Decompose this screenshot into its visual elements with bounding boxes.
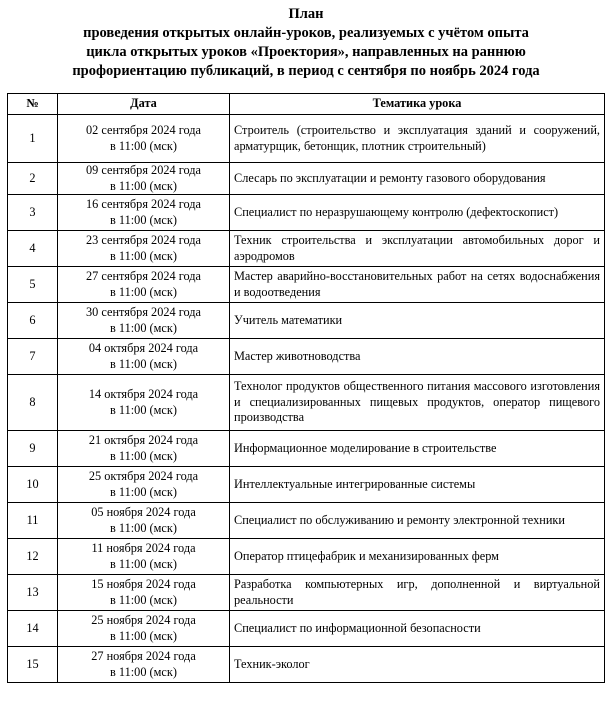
- row-number: 12: [8, 539, 58, 575]
- row-topic: Оператор птицефабрик и механизированных ферм: [230, 539, 605, 575]
- row-time: в 11:00 (мск): [110, 212, 177, 227]
- row-date: 27 ноября 2024 года: [91, 649, 196, 663]
- row-date-cell: [58, 303, 230, 339]
- header-date: Дата: [58, 94, 230, 115]
- row-date-cell: [58, 467, 230, 503]
- table-row: [8, 467, 605, 503]
- table-row: [8, 163, 605, 195]
- row-topic: Техник-эколог: [230, 647, 605, 683]
- table-row: [8, 611, 605, 647]
- row-date-cell: [58, 575, 230, 611]
- table-row: [8, 303, 605, 339]
- row-date-cell: [58, 503, 230, 539]
- row-topic: Учитель математики: [230, 303, 605, 339]
- table-row: [8, 115, 605, 163]
- row-number: 10: [8, 467, 58, 503]
- row-date: 05 ноября 2024 года: [91, 505, 196, 519]
- row-time: в 11:00 (мск): [110, 556, 177, 571]
- row-time: в 11:00 (мск): [110, 248, 177, 263]
- row-time: в 11:00 (мск): [110, 628, 177, 643]
- row-number: 2: [8, 163, 58, 195]
- header-num: №: [8, 94, 58, 115]
- table-row: [8, 195, 605, 231]
- row-date: 21 октября 2024 года: [88, 433, 199, 447]
- title-line-3: цикла открытых уроков «Проектория», направленных на раннюю: [86, 44, 526, 60]
- row-date: 15 ноября 2024 года: [91, 577, 196, 591]
- document-title: [0, 5, 612, 81]
- row-date: 16 сентября 2024 года: [86, 197, 201, 211]
- row-time: в 11:00 (мск): [110, 448, 177, 463]
- title-line-2: проведения открытых онлайн-уроков, реализуемых с учётом опыта: [83, 25, 529, 41]
- row-topic: Специалист по неразрушающему контролю (дефектоскопист): [230, 195, 605, 231]
- row-topic: Мастер аварийно-восстановительных работ на сетях водоснабжения и водоотведения: [230, 267, 605, 303]
- title-line-1: План: [288, 6, 324, 22]
- row-number: 1: [8, 115, 58, 163]
- row-topic: Разработка компьютерных игр, дополненной и виртуальной реальности: [230, 575, 605, 611]
- row-time: в 11:00 (мск): [110, 320, 177, 335]
- schedule-table: [7, 93, 605, 683]
- row-topic: Мастер животноводства: [230, 339, 605, 375]
- row-date-cell: [58, 611, 230, 647]
- row-number: 9: [8, 431, 58, 467]
- row-date-cell: [58, 267, 230, 303]
- row-time: в 11:00 (мск): [110, 592, 177, 607]
- row-number: 14: [8, 611, 58, 647]
- row-time: в 11:00 (мск): [110, 284, 177, 299]
- row-date: 25 октября 2024 года: [88, 469, 199, 483]
- table-row: [8, 539, 605, 575]
- header-topic: Тематика урока: [230, 94, 605, 115]
- row-date: 11 ноября 2024 года: [91, 541, 196, 555]
- table-row: [8, 503, 605, 539]
- table-row: [8, 231, 605, 267]
- row-topic: Строитель (строительство и эксплуатация зданий и сооружений, арматурщик, бетонщик, плотник строительный): [230, 115, 605, 163]
- row-number: 6: [8, 303, 58, 339]
- row-date-cell: [58, 115, 230, 163]
- row-date-cell: [58, 231, 230, 267]
- row-date: 02 сентября 2024 года: [86, 123, 201, 137]
- row-date-cell: [58, 195, 230, 231]
- row-date: 27 сентября 2024 года: [86, 269, 201, 283]
- row-number: 13: [8, 575, 58, 611]
- row-topic: Технолог продуктов общественного питания массового изготовления и специализированных пищевых продуктов, оператор пищевого производства: [230, 375, 605, 431]
- row-time: в 11:00 (мск): [110, 520, 177, 535]
- row-date-cell: [58, 163, 230, 195]
- row-number: 8: [8, 375, 58, 431]
- row-time: в 11:00 (мск): [110, 402, 177, 417]
- table-row: [8, 375, 605, 431]
- row-topic: Интеллектуальные интегрированные системы: [230, 467, 605, 503]
- row-time: в 11:00 (мск): [110, 178, 177, 193]
- title-line-4: профориентацию публикаций, в период с сентября по ноябрь 2024 года: [72, 63, 540, 79]
- row-date-cell: [58, 539, 230, 575]
- row-date: 14 октября 2024 года: [88, 387, 199, 401]
- row-topic: Техник строительства и эксплуатации автомобильных дорог и аэродромов: [230, 231, 605, 267]
- row-date: 23 сентября 2024 года: [86, 233, 201, 247]
- row-topic: Информационное моделирование в строительстве: [230, 431, 605, 467]
- row-number: 4: [8, 231, 58, 267]
- row-number: 3: [8, 195, 58, 231]
- table-row: [8, 339, 605, 375]
- table-row: [8, 267, 605, 303]
- row-topic: Специалист по информационной безопасности: [230, 611, 605, 647]
- row-time: в 11:00 (мск): [110, 138, 177, 153]
- row-number: 7: [8, 339, 58, 375]
- row-date: 09 сентября 2024 года: [86, 163, 201, 177]
- row-date-cell: [58, 647, 230, 683]
- row-date-cell: [58, 339, 230, 375]
- row-date-cell: [58, 431, 230, 467]
- row-number: 5: [8, 267, 58, 303]
- table-row: [8, 431, 605, 467]
- row-number: 11: [8, 503, 58, 539]
- row-time: в 11:00 (мск): [110, 356, 177, 371]
- row-time: в 11:00 (мск): [110, 484, 177, 499]
- row-date-cell: [58, 375, 230, 431]
- row-date: 30 сентября 2024 года: [86, 305, 201, 319]
- row-number: 15: [8, 647, 58, 683]
- row-time: в 11:00 (мск): [110, 664, 177, 679]
- row-date: 25 ноября 2024 года: [91, 613, 196, 627]
- table-header-row: [8, 94, 605, 115]
- table-row: [8, 647, 605, 683]
- row-topic: Слесарь по эксплуатации и ремонту газового оборудования: [230, 163, 605, 195]
- table-row: [8, 575, 605, 611]
- row-date: 04 октября 2024 года: [88, 341, 199, 355]
- row-topic: Специалист по обслуживанию и ремонту электронной техники: [230, 503, 605, 539]
